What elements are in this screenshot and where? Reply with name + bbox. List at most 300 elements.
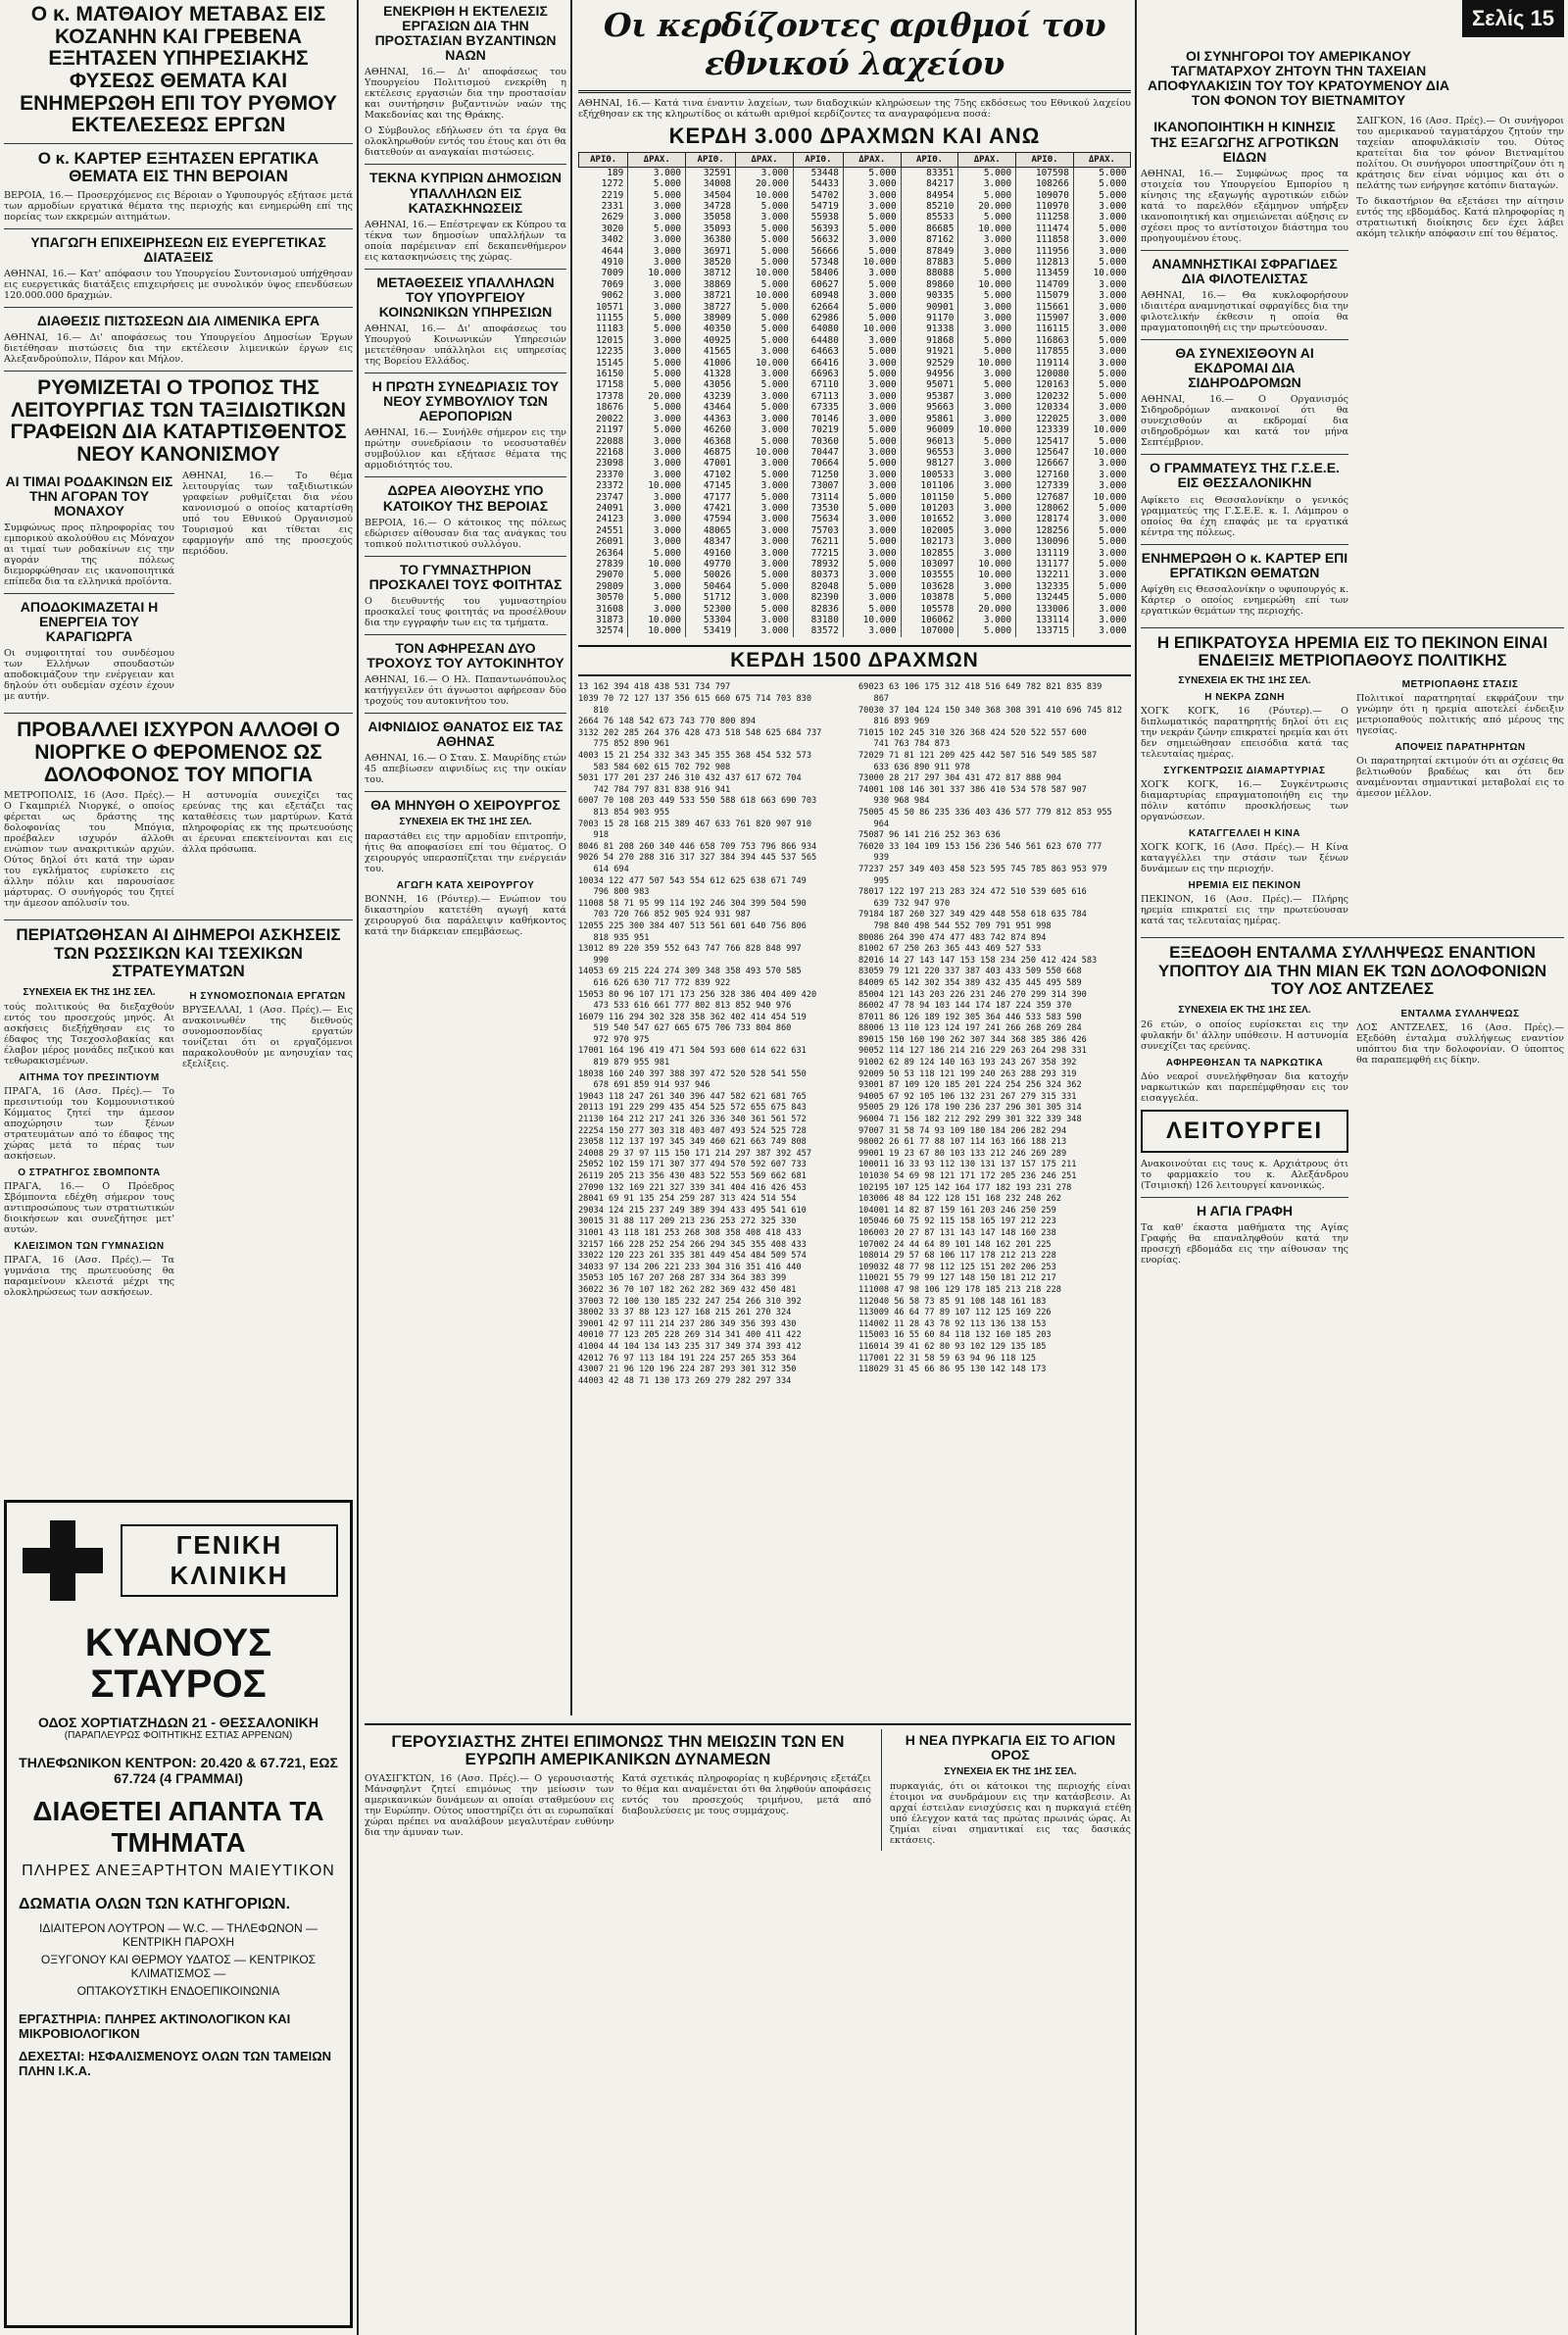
lottery-number: 53448 [793,167,843,178]
lottery-small-line: 775 852 890 961 [578,739,670,750]
lottery-amount: 3.000 [1073,323,1130,334]
lottery-amount: 3.000 [958,536,1016,547]
lottery-amount: 5.000 [736,379,794,390]
article-text: ΠΕΚΙΝΟΝ, 16 (Ασσ. Πρές).— Πλήρης ηρεμία επικρατεί εις την πρωτεύουσαν κατά τας τελευταίας ημέρας. [1141,894,1348,927]
lottery-number: 12235 [596,346,624,358]
lottery-small-line: 3132 202 285 264 376 428 473 518 548 625 684 737 [578,727,822,738]
lottery-number: 102005 [901,525,958,536]
lottery-small-line: 798 840 498 544 552 709 791 951 998 [858,920,1052,931]
lottery-row [579,480,1131,491]
lottery-amount: 5.000 [1073,592,1130,603]
lottery-row [579,178,1131,189]
lottery-amount: 3.000 [736,424,794,435]
lottery-amount: 5.000 [958,212,1016,223]
lottery-row [579,313,1131,323]
lottery-amount: 3.000 [958,525,1016,536]
lottery-amount: 3.000 [1073,313,1130,323]
lottery-amount: 3.000 [843,190,901,201]
headline-taxidiotika: ΡΥΘΜΙΖΕΤΑΙ Ο ΤΡΟΠΟΣ ΤΗΣ ΛΕΙΤΟΥΡΓΙΑΣ ΤΩΝ ΤΑΞΙΔΙΩΤΙΚΩΝ ΓΡΑΦΕΙΩΝ ΔΙΑ ΚΑΤΑΡΤΙΣΘΕΝΤΟΣ ΝΕΟΥ ΚΑΝΟΝΙΣΜΟΥ [10,376,347,467]
article-text: ΑΘΗΝΑΙ, 16.— Ο Ηλ. Παπαντωνόπουλος κατήγγειλεν ότι άγνωστοι αφήρεσαν δύο τροχούς του αυτοκινήτου του. [365,674,566,708]
lottery-row [579,424,1131,435]
lottery-small-line: 117001 22 31 58 59 63 94 96 118 125 [858,1353,1037,1364]
column-left [4,0,353,1495]
lottery-row [579,592,1131,603]
lottery-number: 1272 [601,178,624,190]
lottery-number: 83351 [901,167,958,178]
lottery-amount: 5.000 [736,604,794,615]
article-text: Η αστυνομία συνεχίζει τας ερεύνας της και εξετάζει τας καταθέσεις των μαρτύρων. Κατά πληροφορίας εκ της πρωτευούσης αι έρευναι επεκτείνονται και εις άλλα πρόσωπα. [182,790,353,856]
lottery-number: 125647 [1016,447,1074,458]
lottery-small-line: 18038 160 240 397 388 397 472 520 528 541 550 [578,1068,807,1079]
lottery-amount: 3.000 [958,470,1016,480]
lottery-number: 70146 [793,414,843,424]
lottery-row [579,615,1131,625]
lottery-number: 38727 [686,302,736,313]
lottery-small-line: 114002 11 28 43 78 92 113 136 138 153 [858,1318,1047,1329]
lottery-amount: 3.000 [843,570,901,580]
clinic-tagline2: ΠΛΗΡΕΣ ΑΝΕΞΑΡΤΗΤΟΝ ΜΑΙΕΥΤΙΚΟΝ [22,1863,335,1879]
lottery-small-line: 473 533 616 661 777 802 813 852 940 976 [578,1001,792,1012]
lottery-amount: 3.000 [736,625,794,636]
lottery-number: 75703 [793,525,843,536]
lottery-small-line: 972 970 975 [578,1034,650,1045]
lottery-amount: 3.000 [628,458,686,469]
lottery-number: 95387 [901,391,958,402]
lottery-number: 64080 [793,323,843,334]
lottery-small-line: 616 626 630 717 772 839 922 [578,977,731,988]
lottery-small-line: 29034 124 215 237 249 389 394 433 495 541 610 [578,1205,807,1216]
lottery-row [579,268,1131,278]
lottery-number: 67335 [793,402,843,413]
subheading: ΚΑΤΑΓΓΕΛΛΕΙ Η ΚΙΝΑ [1189,828,1300,840]
lottery-small-line: 96004 71 156 182 212 292 299 301 322 339 348 [858,1115,1082,1125]
lottery-number: 132211 [1016,570,1074,580]
lottery-row [579,470,1131,480]
lottery-amount: 3.000 [628,436,686,447]
lottery-amount: 5.000 [958,257,1016,268]
lottery-number: 20022 [596,413,624,424]
lottery-small-line: 4003 15 21 254 332 343 345 355 368 454 532 573 [578,751,811,762]
lottery-amount: 5.000 [843,436,901,447]
lottery-number: 23370 [596,469,624,480]
lottery-amount: 3.000 [736,369,794,379]
lottery-amount: 3.000 [1073,358,1130,369]
lottery-number: 120080 [1016,369,1074,379]
lottery-amount: 10.000 [628,625,686,636]
lottery-amount: 10.000 [628,268,686,278]
lottery-row [579,447,1131,458]
lottery-small-line: 99001 19 23 67 80 103 133 212 246 269 289 [858,1148,1067,1159]
lottery-amount: 5.000 [628,313,686,323]
lottery-amount: 5.000 [736,246,794,257]
article-text: Πολιτικοί παρατηρηταί εκφράζουν την γνώμην ότι η ηρεμία αποτελεί ένδειξιν μετριοπαθούς πολιτικής από μέρους της ηγεσίας. [1356,693,1564,737]
headline-thanatos: ΑΙΦΝΙΔΙΟΣ ΘΑΝΑΤΟΣ ΕΙΣ ΤΑΣ ΑΘΗΝΑΣ [368,719,564,750]
lottery-amount: 3.000 [1073,458,1130,469]
lottery-small-line: 44003 42 48 71 130 173 269 279 282 297 334 [578,1375,792,1386]
lottery-amount: 5.000 [736,224,794,234]
lottery-amount: 20.000 [628,391,686,402]
senator-article [365,1723,1131,2331]
lottery-number: 2331 [601,200,624,212]
lottery-number: 101106 [901,480,958,491]
lottery-number: 70360 [793,436,843,447]
lottery-number: 127339 [1016,480,1074,491]
lottery-small-line: 742 784 797 831 838 916 941 [578,784,731,795]
lottery-number: 53304 [686,615,736,625]
subheading: ΑΓΩΓΗ ΚΑΤΑ ΧΕΙΡΟΥΡΓΟΥ [396,880,535,892]
lottery-amount: 3.000 [628,447,686,458]
lottery-amount: 5.000 [736,570,794,580]
lottery-amount: 5.000 [1073,178,1130,189]
lottery-amount: 5.000 [628,379,686,390]
lottery-small-line: 519 540 547 627 665 675 706 733 804 860 [578,1023,792,1034]
lottery-number: 82390 [793,592,843,603]
lottery-small-line: 87011 86 126 189 192 305 364 446 533 583 590 [858,1012,1082,1022]
lottery-number: 113459 [1016,268,1074,278]
lottery-number: 82048 [793,581,843,592]
lottery-small-line: 108014 29 57 68 106 117 178 212 213 228 [858,1251,1056,1262]
clinic-labs: ΕΡΓΑΣΤΗΡΙΑ: ΠΛΗΡΕΣ ΑΚΤΙΝΟΛΟΓΙΚΟΝ ΚΑΙ ΜΙΚΡΟΒΙΟΛΟΓΙΚΟΝ [19,2012,291,2041]
lottery-amount: 3.000 [843,480,901,491]
lottery-number: 15145 [596,357,624,369]
lottery-number: 128256 [1016,525,1074,536]
lottery-small-line: 97007 31 58 74 93 109 180 184 206 282 294 [858,1125,1067,1136]
lottery-number: 98127 [901,458,958,469]
lottery-small-line: 31001 43 118 181 253 268 308 358 408 418 433 [578,1227,802,1238]
lottery-small-line: 17001 164 196 419 471 504 593 600 614 622 631 [578,1046,807,1057]
lottery-amount: 5.000 [843,604,901,615]
lottery-amount: 5.000 [736,402,794,413]
lottery-amount: 5.000 [628,369,686,379]
lottery-amount: 10.000 [958,424,1016,435]
headline-metatheseis: ΜΕΤΑΘΕΣΕΙΣ ΥΠΑΛΛΗΛΩΝ ΤΟΥ ΥΠΟΥΡΓΕΙΟΥ ΚΟΙΝΩΝΙΚΩΝ ΥΠΗΡΕΣΙΩΝ [376,273,555,320]
lottery-row [579,190,1131,201]
lottery-number: 55938 [793,212,843,223]
lottery-amount: 10.000 [628,615,686,625]
lottery-amount: 3.000 [958,234,1016,245]
lottery-amount: 3.000 [628,257,686,268]
lottery-col-header-amount: ΔΡΑΧ. [736,152,794,167]
headline-agia-grafi: Η ΑΓΙΑ ΓΡΑΦΗ [1197,1202,1293,1218]
lottery-number: 103555 [901,570,958,580]
lottery-table [578,152,1131,637]
lottery-small-line: 19043 118 247 261 340 396 447 582 621 681 765 [578,1091,807,1102]
lottery-number: 112813 [1016,257,1074,268]
lottery-amount: 5.000 [843,224,901,234]
lottery-amount: 5.000 [628,190,686,201]
lottery-number: 94956 [901,369,958,379]
lottery-number: 102173 [901,536,958,547]
lottery-small-line: 104001 14 82 87 159 161 203 246 250 259 [858,1205,1056,1216]
lottery-amount: 5.000 [736,279,794,290]
lottery-amount: 5.000 [736,323,794,334]
lottery-small-line: 102195 107 125 142 164 177 182 193 231 278 [858,1182,1072,1193]
lottery-small-line: 78017 122 197 213 283 324 472 510 539 605 616 [858,887,1087,898]
lottery-amount: 3.000 [1073,279,1130,290]
lottery-number: 56393 [793,224,843,234]
lottery-number: 34504 [686,190,736,201]
lottery-number: 91170 [901,313,958,323]
lottery-amount: 5.000 [843,279,901,290]
article-text: Δύο νεαροί συνελήφθησαν δια κατοχήν ναρκωτικών και παρεπέμφθησαν εις τον εισαγγελέα. [1141,1070,1348,1104]
lottery-small-line: 7003 15 28 168 215 389 467 633 761 820 907 910 [578,819,811,829]
lottery-number: 64663 [793,346,843,357]
lottery-amount: 3.000 [843,234,901,245]
lottery-number: 38721 [686,290,736,301]
lottery-number: 41328 [686,369,736,379]
lottery-amount: 5.000 [736,201,794,212]
subheading: Ο ΣΤΡΑΤΗΓΟΣ ΣΒΟΜΠΟΝΤΑ [18,1167,161,1178]
lottery-amount: 3.000 [628,581,686,592]
lottery-number: 102855 [901,548,958,559]
lottery-amount: 3.000 [628,167,686,178]
lottery-number: 120232 [1016,391,1074,402]
headline-karagiorga: ΑΠΟΔΟΚΙΜΑΖΕΤΑΙ Η ΕΝΕΡΓΕΙΑ ΤΟΥ ΚΑΡΑΓΙΩΡΓΑ [20,599,159,645]
lottery-number: 125417 [1016,436,1074,447]
lottery-row [579,492,1131,503]
lottery-number: 7009 [601,268,624,279]
article-text: Αφίκετο εις Θεσσαλονίκην ο γενικός γραμματεύς της Γ.Σ.Ε.Ε. κ. Ι. Λάμπρου ο οποίος θα έχη επαφάς με τα εργατικά κέντρα της πόλεως. [1141,494,1348,538]
lottery-number: 78932 [793,559,843,570]
lottery-number: 47001 [686,458,736,469]
lottery-number: 36971 [686,246,736,257]
lottery-number: 64480 [793,335,843,346]
headline-synigoroi: ΟΙ ΣΥΝΗΓΟΡΟΙ ΤΟΥ ΑΜΕΡΙΚΑΝΟΥ ΤΑΓΜΑΤΑΡΧΟΥ ΖΗΤΟΥΝ ΤΗΝ ΤΑΧΕΙΑΝ ΑΠΟΦΥΛΑΚΙΣΙΝ ΤΟΥ ΤΟΥ ΚΡΑΤΟΥΜΕΝΟΥ ΔΙΑ ΤΟΝ ΦΟΝΟΝ ΤΟΥ ΒΙΕΤΝΑΜΙΤΟΥ [1148,48,1449,109]
lottery-number: 10571 [596,301,624,313]
headline-los-angeles: ΕΞΕΔΟΘΗ ΕΝΤΑΛΜΑ ΣΥΛΛΗΨΕΩΣ ΕΝΑΝΤΙΟΝ ΥΠΟΠΤΟΥ ΔΙΑ ΤΗΝ ΜΙΑΝ ΕΚ ΤΩΝ ΔΟΛΟΦΟΝΙΩΝ ΤΟΥ ΛΟΣ ΑΝΤΖΕΛΕΣ [1157,943,1547,999]
headline-pekino: Η ΕΠΙΚΡΑΤΟΥΣΑ ΗΡΕΜΙΑ ΕΙΣ ΤΟ ΠΕΚΙΝΟΝ ΕΙΝΑΙ ΕΝΔΕΙΞΙΣ ΜΕΤΡΙΟΠΑΘΟΥΣ ΠΟΛΙΤΙΚΗΣ [1156,632,1548,671]
lottery-number: 70664 [793,458,843,469]
lottery-small-line: 43007 21 96 120 196 224 287 293 301 312 350 [578,1365,797,1375]
lottery-number: 133715 [1016,625,1074,636]
lottery-small-line: 118029 31 45 66 86 95 130 142 148 173 [858,1365,1047,1375]
lottery-row [579,514,1131,524]
lottery-number: 82836 [793,604,843,615]
lottery-small-line: 86002 47 78 94 103 144 174 187 224 359 370 [858,1001,1072,1012]
lottery-small-line: 73000 28 217 297 304 431 472 817 888 904 [858,773,1061,784]
lottery-number: 109070 [1016,190,1074,201]
lottery-small-line: 8046 81 208 260 340 446 658 709 753 796 866 934 [578,841,817,852]
lottery-amount: 10.000 [736,358,794,369]
lottery-number: 100533 [901,470,958,480]
lottery-number: 50026 [686,570,736,580]
lottery-number: 60627 [793,279,843,290]
lottery-amount: 5.000 [1073,391,1130,402]
lottery-amount: 5.000 [736,581,794,592]
headline-karter: Ο κ. ΚΑΡΤΕΡ ΕΞΗΤΑΣΕΝ ΕΡΓΑΤΙΚΑ ΘΕΜΑΤΑ ΕΙΣ ΤΗΝ ΒΕΡΟΙΑΝ [37,149,319,186]
lottery-small-line: 91002 62 89 124 140 163 193 243 267 358 392 [858,1058,1077,1068]
lottery-amount: 5.000 [736,335,794,346]
lottery-amount: 5.000 [958,346,1016,357]
lottery-number: 91868 [901,335,958,346]
lottery-small-line: 12055 225 300 384 407 513 561 601 640 756 806 [578,920,807,931]
lottery-number: 115079 [1016,290,1074,301]
lottery-amount: 3.000 [843,525,901,536]
lottery-number: 95663 [901,402,958,413]
headline-limenika: ΔΙΑΘΕΣΙΣ ΠΙΣΤΩΣΕΩΝ ΔΙΑ ΛΙΜΕΝΙΚΑ ΕΡΓΑ [36,312,320,328]
lottery-small-line: 79184 187 260 327 349 429 448 558 618 635 784 [858,910,1087,920]
lottery-row [579,257,1131,268]
lottery-row [579,201,1131,212]
lottery-number: 17378 [596,390,624,402]
lottery-amount: 3.000 [843,290,901,301]
page-number-badge: Σελίς 15 [1462,0,1564,37]
lottery-amount: 5.000 [958,592,1016,603]
lottery-small-line: 2664 76 148 542 673 743 770 800 894 [578,717,757,727]
lottery-amount: 3.000 [843,178,901,189]
article-text: Ο Σύμβουλος εδήλωσεν ότι τα έργα θα ολοκληρωθούν εντός του έτους και ότι θα διατεθούν αι αναγκαίαι πιστώσεις. [365,125,566,159]
lottery-number: 29070 [596,570,624,581]
lottery-amount: 3.000 [628,514,686,524]
lottery-number: 54433 [793,178,843,189]
lottery-row [579,323,1131,334]
lottery-row [579,581,1131,592]
lottery-number: 38520 [686,257,736,268]
lottery-amount: 5.000 [958,379,1016,390]
lottery-small-line: 106003 20 27 87 131 143 147 148 160 238 [858,1227,1056,1238]
lottery-small-line: 75005 45 50 86 235 336 403 436 577 779 812 853 955 [858,808,1112,819]
lottery-number: 71250 [793,470,843,480]
lottery-amount: 3.000 [736,391,794,402]
article-text: 26 ετών, ο οποίος ευρίσκεται εις την φυλακήν δι' άλλην υπόθεσιν. Η αστυνομία συνεχίζει τας ερεύνας. [1141,1018,1348,1052]
lottery-amount: 3.000 [958,391,1016,402]
lottery-number: 22088 [596,435,624,447]
lottery-small-line: 38002 33 37 88 123 127 168 215 261 270 324 [578,1308,792,1318]
lottery-row [579,402,1131,413]
headline-sfragides: ΑΝΑΜΝΗΣΤΙΚΑΙ ΣΦΡΑΓΙΔΕΣ ΔΙΑ ΦΙΛΟΤΕΛΙΣΤΑΣ [1152,255,1338,286]
column-rule [1135,0,1137,2335]
lottery-small-line: 939 [858,853,890,864]
lottery-amount: 5.000 [958,268,1016,278]
lottery-number: 52300 [686,604,736,615]
lottery-number: 132335 [1016,581,1074,592]
lottery-amount: 3.000 [1073,514,1130,524]
lottery-amount: 3.000 [1073,346,1130,357]
lottery-amount: 3.000 [843,335,901,346]
article-text: Οι παρατηρηταί εκτιμούν ότι αι σχέσεις θα βελτιωθούν βραδέως και ότι δεν αναμένονται σημαντικαί μεταβολαί εις το άμεσον μέλλον. [1356,756,1564,800]
lottery-amount: 3.000 [1073,290,1130,301]
lottery-amount: 3.000 [958,480,1016,491]
lottery-number: 54702 [793,190,843,201]
lottery-amount: 5.000 [736,470,794,480]
lottery-number: 49770 [686,559,736,570]
lottery-number: 49160 [686,548,736,559]
clinic-name: ΚΥΑΝΟΥΣ ΣΤΑΥΡΟΣ [84,1621,272,1706]
article-text: ΑΘΗΝΑΙ, 16.— Το θέμα λειτουργίας των ταξιδιωτικών γραφείων ρυθμίζεται δια νέου κανονισμού ο οποίος καταρτίσθη υπό του Εθνικού Οργανισμού Τουρισμού και τίθεται εις εφαρμογήν από της προσεχούς περιόδου. [182,470,353,557]
lottery-amount: 3.000 [1073,548,1130,559]
article-text: τούς πολιτικούς θα διεξαχθούν εντός του προσεχούς μηνός. Αι ασκήσεις διεξήχθησαν εις το έδαφος της Τσεχοσλοβακίας και έλαβον μέρος μονάδες πεζικού και τεθωρακισμένων. [4,1001,174,1067]
lottery-amount: 5.000 [628,424,686,435]
lottery-col-header-amount: ΔΡΑΧ. [958,152,1016,167]
lottery-number: 44363 [686,414,736,424]
lottery-small-line: 105046 60 75 92 115 158 165 197 212 223 [858,1217,1056,1227]
lottery-small-line: 111008 47 98 106 129 178 185 213 218 228 [858,1284,1061,1295]
lottery-amount: 3.000 [736,536,794,547]
lottery-small-line: 26119 205 213 356 430 483 522 553 569 662 681 [578,1171,807,1182]
lottery-number: 47594 [686,514,736,524]
headline-gerousiastis: ΓΕΡΟΥΣΙΑΣΤΗΣ ΖΗΤΕΙ ΕΠΙΜΟΝΩΣ ΤΗΝ ΜΕΙΩΣΙΝ ΤΩΝ ΕΝ ΕΥΡΩΠΗ ΑΜΕΡΙΚΑΝΙΚΩΝ ΔΥΝΑΜΕΩΝ [391,1732,845,1769]
lottery-amount: 3.000 [628,212,686,223]
lottery-amount: 3.000 [843,379,901,390]
lottery-amount: 3.000 [1073,234,1130,245]
article-text: ΒΕΡΟΙΑ, 16.— Προσερχόμενος εις Βέροιαν ο Υφυπουργός εξήτασε μετά των αρμοδίων εργατικά θέματα της περιοχής και ενημερώθη επί της πορείας των εκκρεμών αιτημάτων. [4,189,353,223]
lottery-small-line: 77237 257 349 403 458 523 595 745 785 863 953 979 [858,864,1107,874]
lottery-number: 92529 [901,358,958,369]
lottery-amount: 3.000 [843,201,901,212]
lottery-row [579,224,1131,234]
lottery-number: 22168 [596,446,624,458]
lottery-amount: 5.000 [628,592,686,603]
lottery-number: 107000 [901,625,958,636]
lottery-small-line: 98002 26 61 77 88 107 114 163 166 188 213 [858,1137,1067,1148]
lottery-amount: 5.000 [843,212,901,223]
lottery-number: 24551 [596,524,624,536]
pharmacy-notice [1141,1110,1348,1153]
lottery-number: 29809 [596,580,624,592]
lottery-col-header-number: ΑΡΙΘ. [1016,152,1074,167]
lottery-amount: 5.000 [628,548,686,559]
lottery-number: 73114 [793,492,843,503]
lottery-small-line: 103006 48 84 122 128 151 168 232 248 262 [858,1194,1061,1205]
article-text: ΧΟΓΚ ΚΟΓΚ, 16 (Ασσ. Πρές).— Η Κίνα καταγγέλλει την στάσιν των ξένων δυνάμεων εις την περιοχήν. [1141,842,1348,875]
lottery-number: 75634 [793,514,843,524]
lottery-number: 84217 [901,178,958,189]
lottery-small-line: 80086 264 390 474 477 483 742 874 894 [858,932,1047,943]
article-text: ΑΘΗΝΑΙ, 16.— Θα κυκλοφορήσουν ιδιαιτέρα αναμνηστικαί σφραγίδες δια την φιλοτελικήν έκθεσιν η οποία θα πραγματοποιηθή εις την πρωτεύουσαν. [1141,289,1348,333]
lottery-number: 86685 [901,224,958,234]
lottery-small-line: 964 [858,819,890,829]
lottery-number: 87849 [901,246,958,257]
lottery-number: 11183 [596,323,624,335]
lottery-small-line: 100011 16 33 93 112 130 131 137 157 175 211 [858,1160,1077,1170]
lottery-number: 70447 [793,447,843,458]
lottery-small-line: 9026 54 270 288 316 317 327 384 394 445 537 565 [578,853,817,864]
lottery-number: 43464 [686,402,736,413]
lottery-amount: 10.000 [628,559,686,570]
lottery-row [579,302,1131,313]
lottery-small-line: 101030 54 69 98 121 171 172 205 236 246 251 [858,1171,1077,1182]
lottery-amount: 5.000 [843,458,901,469]
lottery-number: 84954 [901,190,958,201]
pharmacy-notice-title: ΛΕΙΤΟΥΡΓΕΙ [1165,1117,1324,1144]
lottery-row [579,167,1131,178]
lottery-amount: 10.000 [958,559,1016,570]
article-text: Τα καθ' έκαστα μαθήματα της Αγίας Γραφής θα επαναληφθούν κατά την προσεχή εβδομάδα εις την αίθουσαν της ενορίας. [1141,1221,1348,1266]
lottery-amount: 5.000 [958,190,1016,201]
lottery-small-line: 813 854 903 955 [578,808,670,819]
lottery-small-line: 20113 191 229 299 435 454 525 572 655 675 843 [578,1103,807,1114]
lottery-amount: 5.000 [628,224,686,234]
lottery-amount: 3.000 [628,335,686,346]
lottery-amount: 5.000 [1073,536,1130,547]
lottery-amount: 5.000 [958,167,1016,178]
subheading: ΣΥΓΚΕΝΤΡΩΣΙΣ ΔΙΑΜΑΡΤΥΡΙΑΣ [1163,766,1326,777]
article-text: ΑΘΗΝΑΙ, 16.— Δι' αποφάσεως του Υπουργού Κοινωνικών Υπηρεσιών μετετέθησαν υπάλληλοι εις υπηρεσίας της Βορείου Ελλάδος. [365,323,566,368]
lottery-small-line: 94005 67 92 105 106 132 231 267 279 315 331 [858,1091,1077,1102]
lottery-small-prizes-right [858,682,1131,1387]
article-text: ΠΡΑΓΑ, 16.— Ο Πρόεδρος Σβόμποντα εδέχθη σήμερον τους αντιπροσώπους των στρατιωτικών διοικήσεων και συνεζήτησε μετ' αυτών. [4,1180,174,1235]
headline-kyprioi: ΤΕΚΝΑ ΚΥΠΡΙΩΝ ΔΗΜΟΣΙΩΝ ΥΠΑΛΛΗΛΩΝ ΕΙΣ ΚΑΤΑΣΚΗΝΩΣΕΙΣ [369,170,562,216]
lottery-amount: 5.000 [736,436,794,447]
lottery-number: 46260 [686,424,736,435]
lottery-number: 111258 [1016,212,1074,223]
headline-epicheiriseis: ΥΠΑΓΩΓΗ ΕΠΙΧΕΙΡΗΣΕΩΝ ΕΙΣ ΕΥΕΡΓΕΤΙΚΑΣ ΔΙΑΤΑΞΕΙΣ [30,233,326,265]
lottery-number: 43239 [686,391,736,402]
lottery-amount: 3.000 [736,503,794,514]
lottery-small-line: 34033 97 134 206 221 233 304 316 351 416 440 [578,1262,802,1272]
lottery-number: 101652 [901,514,958,524]
lottery-number: 50464 [686,581,736,592]
